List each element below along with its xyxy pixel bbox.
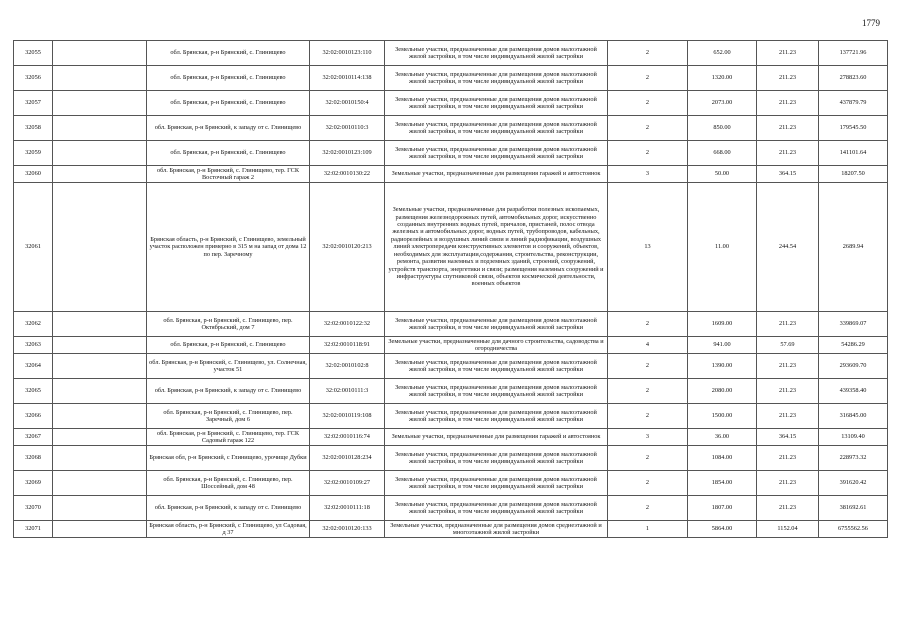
area-cell: 1084.00	[688, 446, 757, 471]
address-cell: обл. Брянская, р-н Брянский, с. Глинищево, пер. Заречный, дом 6	[147, 404, 310, 429]
cadastral-number-cell: 32:02:0010123:110	[310, 41, 385, 66]
cadastral-number-cell: 32:02:0010116:74	[310, 429, 385, 446]
land-use-cell: Земельные участки, предназначенные для размещения домов малоэтажной жилой застройки, в том числе индивидуальной жилой застройки	[385, 116, 608, 141]
table-row	[14, 429, 888, 446]
address-cell: обл. Брянская, р-н Брянский, к западу от с. Глинищево	[147, 116, 310, 141]
category-cell: 2	[608, 354, 688, 379]
empty-cell	[53, 183, 147, 312]
area-cell: 1807.00	[688, 496, 757, 521]
table-row	[14, 183, 888, 312]
row-number-cell: 32058	[14, 116, 53, 141]
address-cell: обл. Брянская, р-н Брянский, с. Глинищево, ул. Солнечная, участок 51	[147, 354, 310, 379]
row-number-cell: 32063	[14, 337, 53, 354]
category-cell: 2	[608, 496, 688, 521]
table-row	[14, 379, 888, 404]
address-cell: Брянская область, р-н Брянский, с Глинищево, ул Садовая, д 37	[147, 521, 310, 538]
cadastral-number-cell: 32:02:0010111:18	[310, 496, 385, 521]
rate-cell: 244.54	[757, 183, 819, 312]
cadastral-value-cell: 13109.40	[819, 429, 888, 446]
empty-cell	[53, 91, 147, 116]
area-cell: 1854.00	[688, 471, 757, 496]
row-number-cell: 32068	[14, 446, 53, 471]
empty-cell	[53, 141, 147, 166]
empty-cell	[53, 404, 147, 429]
table-body	[14, 41, 888, 538]
area-cell: 50.00	[688, 166, 757, 183]
land-use-cell: Земельные участки, предназначенные для дачного строительства, садоводства и огородничества	[385, 337, 608, 354]
table-row	[14, 446, 888, 471]
cadastral-number-cell: 32:02:0010114:138	[310, 66, 385, 91]
rate-cell: 364.15	[757, 166, 819, 183]
land-use-cell: Земельные участки, предназначенные для размещения домов малоэтажной жилой застройки, в том числе индивидуальной жилой застройки	[385, 66, 608, 91]
table-row	[14, 91, 888, 116]
empty-cell	[53, 41, 147, 66]
rate-cell: 211.23	[757, 41, 819, 66]
category-cell: 2	[608, 141, 688, 166]
cadastral-value-cell: 228973.32	[819, 446, 888, 471]
land-use-cell: Земельные участки, предназначенные для размещения домов малоэтажной жилой застройки, в том числе индивидуальной жилой застройки	[385, 141, 608, 166]
table-row	[14, 354, 888, 379]
land-use-cell: Земельные участки, предназначенные для размещения гаражей и автостоянок	[385, 429, 608, 446]
address-cell: обл. Брянская, р-н Брянский, с. Глинищево, тер. ГСК Восточный гараж 2	[147, 166, 310, 183]
cadastral-value-cell: 381692.61	[819, 496, 888, 521]
row-number-cell: 32067	[14, 429, 53, 446]
category-cell: 2	[608, 312, 688, 337]
cadastral-number-cell: 32:02:0010122:32	[310, 312, 385, 337]
row-number-cell: 32069	[14, 471, 53, 496]
area-cell: 941.00	[688, 337, 757, 354]
cadastral-number-cell: 32:02:0010130:22	[310, 166, 385, 183]
cadastral-number-cell: 32:02:0010109:27	[310, 471, 385, 496]
cadastral-value-cell: 278823.60	[819, 66, 888, 91]
cadastral-number-cell: 32:02:0010119:108	[310, 404, 385, 429]
category-cell: 13	[608, 183, 688, 312]
area-cell: 5864.00	[688, 521, 757, 538]
empty-cell	[53, 446, 147, 471]
cadastral-value-cell: 293609.70	[819, 354, 888, 379]
rate-cell: 211.23	[757, 354, 819, 379]
category-cell: 3	[608, 166, 688, 183]
area-cell: 1609.00	[688, 312, 757, 337]
area-cell: 652.00	[688, 41, 757, 66]
table-row	[14, 496, 888, 521]
empty-cell	[53, 379, 147, 404]
empty-cell	[53, 337, 147, 354]
row-number-cell: 32061	[14, 183, 53, 312]
table-row	[14, 41, 888, 66]
cadastral-number-cell: 32:02:0010128:234	[310, 446, 385, 471]
rate-cell: 211.23	[757, 91, 819, 116]
table-row	[14, 166, 888, 183]
rate-cell: 211.23	[757, 379, 819, 404]
empty-cell	[53, 496, 147, 521]
cadastral-number-cell: 32:02:0010123:109	[310, 141, 385, 166]
row-number-cell: 32055	[14, 41, 53, 66]
row-number-cell: 32070	[14, 496, 53, 521]
address-cell: Брянская обл, р-н Брянский, с Глинищево, урочище Дубки	[147, 446, 310, 471]
cadastral-value-cell: 391620.42	[819, 471, 888, 496]
cadastral-value-cell: 18207.50	[819, 166, 888, 183]
address-cell: обл. Брянская, р-н Брянский, с. Глинищево	[147, 91, 310, 116]
area-cell: 1320.00	[688, 66, 757, 91]
row-number-cell: 32056	[14, 66, 53, 91]
land-use-cell: Земельные участки, предназначенные для размещения домов малоэтажной жилой застройки, в том числе индивидуальной жилой застройки	[385, 312, 608, 337]
cadastral-number-cell: 32:02:0010150:4	[310, 91, 385, 116]
category-cell: 3	[608, 429, 688, 446]
cadastral-value-cell: 339869.07	[819, 312, 888, 337]
land-use-cell: Земельные участки, предназначенные для размещения домов среднеэтажной и многоэтажной жилой застройки	[385, 521, 608, 538]
cadastral-value-cell: 137721.96	[819, 41, 888, 66]
page-number: 1779	[862, 18, 880, 28]
rate-cell: 211.23	[757, 471, 819, 496]
row-number-cell: 32064	[14, 354, 53, 379]
address-cell: обл. Брянская, р-н Брянский, к западу от с. Глинищево	[147, 379, 310, 404]
land-use-cell: Земельные участки, предназначенные для размещения домов малоэтажной жилой застройки, в том числе индивидуальной жилой застройки	[385, 446, 608, 471]
table-row	[14, 141, 888, 166]
land-use-cell: Земельные участки, предназначенные для размещения гаражей и автостоянок	[385, 166, 608, 183]
address-cell: обл. Брянская, р-н Брянский, с. Глинищево	[147, 141, 310, 166]
address-cell: обл. Брянская, р-н Брянский, с. Глинищево, пер. Шоссейный, дом 48	[147, 471, 310, 496]
address-cell: обл. Брянская, р-н Брянский, к западу от с. Глинищево	[147, 496, 310, 521]
address-cell: обл. Брянская, р-н Брянский, с. Глинищево, тер. ГСК Садовый гараж 122	[147, 429, 310, 446]
area-cell: 2080.00	[688, 379, 757, 404]
rate-cell: 211.23	[757, 116, 819, 141]
table-row	[14, 116, 888, 141]
address-cell: обл. Брянская, р-н Брянский, с. Глинищево, пер. Октябрьский, дом 7	[147, 312, 310, 337]
category-cell: 2	[608, 116, 688, 141]
area-cell: 850.00	[688, 116, 757, 141]
table-row	[14, 471, 888, 496]
cadastral-number-cell: 32:02:0010120:133	[310, 521, 385, 538]
category-cell: 2	[608, 91, 688, 116]
category-cell: 2	[608, 41, 688, 66]
cadastral-value-cell: 179545.50	[819, 116, 888, 141]
address-cell: обл. Брянская, р-н Брянский, с. Глинищево	[147, 337, 310, 354]
rate-cell: 57.69	[757, 337, 819, 354]
address-cell: обл. Брянская, р-н Брянский, с. Глинищево	[147, 41, 310, 66]
area-cell: 668.00	[688, 141, 757, 166]
category-cell: 2	[608, 66, 688, 91]
category-cell: 2	[608, 446, 688, 471]
land-use-cell: Земельные участки, предназначенные для размещения домов малоэтажной жилой застройки, в том числе индивидуальной жилой застройки	[385, 404, 608, 429]
cadastral-value-cell: 141101.64	[819, 141, 888, 166]
land-use-cell: Земельные участки, предназначенные для разработки полезных ископаемых, размещения железнодорожных путей, автомобильных дорог, искусственно созданных внутренних водных путей, причалов, пристаней, полос отвода железных и автомобильных дорог, водных путей, трубопроводов, кабельных, радиорелейных и воздушных линий связи и линий радиофикации, воздушных линий электропередачи конструктивных элементов и сооружений, объектов, необходимых для эксплуатации,содержания, строительства, реконструкции, ремонта, развития наземных и подземных зданий, строений, сооружений, устройств транспорта, энергетики и связи; размещения наземных сооружений и инфраструктуры спутниковой связи, объектов космической деятельности, военных объектов	[385, 183, 608, 312]
category-cell: 2	[608, 471, 688, 496]
cadastral-value-cell: 2689.94	[819, 183, 888, 312]
row-number-cell: 32062	[14, 312, 53, 337]
empty-cell	[53, 471, 147, 496]
table-row	[14, 312, 888, 337]
rate-cell: 211.23	[757, 496, 819, 521]
rate-cell: 211.23	[757, 312, 819, 337]
row-number-cell: 32065	[14, 379, 53, 404]
empty-cell	[53, 312, 147, 337]
empty-cell	[53, 429, 147, 446]
land-use-cell: Земельные участки, предназначенные для размещения домов малоэтажной жилой застройки, в том числе индивидуальной жилой застройки	[385, 379, 608, 404]
table-row	[14, 66, 888, 91]
land-use-cell: Земельные участки, предназначенные для размещения домов малоэтажной жилой застройки, в том числе индивидуальной жилой застройки	[385, 496, 608, 521]
table-row	[14, 521, 888, 538]
row-number-cell: 32071	[14, 521, 53, 538]
rate-cell: 1152.04	[757, 521, 819, 538]
cadastral-value-cell: 6755562.56	[819, 521, 888, 538]
area-cell: 36.00	[688, 429, 757, 446]
empty-cell	[53, 521, 147, 538]
cadastral-number-cell: 32:02:0010102:8	[310, 354, 385, 379]
cadastral-value-cell: 316845.00	[819, 404, 888, 429]
rate-cell: 211.23	[757, 404, 819, 429]
cadastral-value-cell: 439358.40	[819, 379, 888, 404]
cadastral-number-cell: 32:02:0010110:3	[310, 116, 385, 141]
table-row	[14, 337, 888, 354]
cadastral-value-cell: 54286.29	[819, 337, 888, 354]
row-number-cell: 32057	[14, 91, 53, 116]
rate-cell: 211.23	[757, 141, 819, 166]
empty-cell	[53, 66, 147, 91]
category-cell: 2	[608, 379, 688, 404]
cadastral-value-cell: 437879.79	[819, 91, 888, 116]
area-cell: 1390.00	[688, 354, 757, 379]
rate-cell: 364.15	[757, 429, 819, 446]
empty-cell	[53, 166, 147, 183]
row-number-cell: 32066	[14, 404, 53, 429]
land-use-cell: Земельные участки, предназначенные для размещения домов малоэтажной жилой застройки, в том числе индивидуальной жилой застройки	[385, 41, 608, 66]
row-number-cell: 32059	[14, 141, 53, 166]
table-row	[14, 404, 888, 429]
rate-cell: 211.23	[757, 66, 819, 91]
empty-cell	[53, 354, 147, 379]
category-cell: 4	[608, 337, 688, 354]
cadastral-number-cell: 32:02:0010120:213	[310, 183, 385, 312]
area-cell: 11.00	[688, 183, 757, 312]
category-cell: 1	[608, 521, 688, 538]
empty-cell	[53, 116, 147, 141]
land-use-cell: Земельные участки, предназначенные для размещения домов малоэтажной жилой застройки, в том числе индивидуальной жилой застройки	[385, 354, 608, 379]
cadastral-number-cell: 32:02:0010111:3	[310, 379, 385, 404]
land-use-cell: Земельные участки, предназначенные для размещения домов малоэтажной жилой застройки, в том числе индивидуальной жилой застройки	[385, 471, 608, 496]
address-cell: Брянская область, р-н Брянский, с Глинищево, земельный участок расположен примерно в 315 м на запад от дома 12 по пер. Заречному	[147, 183, 310, 312]
registry-table	[13, 40, 888, 538]
address-cell: обл. Брянская, р-н Брянский, с. Глинищево	[147, 66, 310, 91]
cadastral-number-cell: 32:02:0010118:91	[310, 337, 385, 354]
rate-cell: 211.23	[757, 446, 819, 471]
area-cell: 2073.00	[688, 91, 757, 116]
category-cell: 2	[608, 404, 688, 429]
area-cell: 1500.00	[688, 404, 757, 429]
land-use-cell: Земельные участки, предназначенные для размещения домов малоэтажной жилой застройки, в том числе индивидуальной жилой застройки	[385, 91, 608, 116]
row-number-cell: 32060	[14, 166, 53, 183]
